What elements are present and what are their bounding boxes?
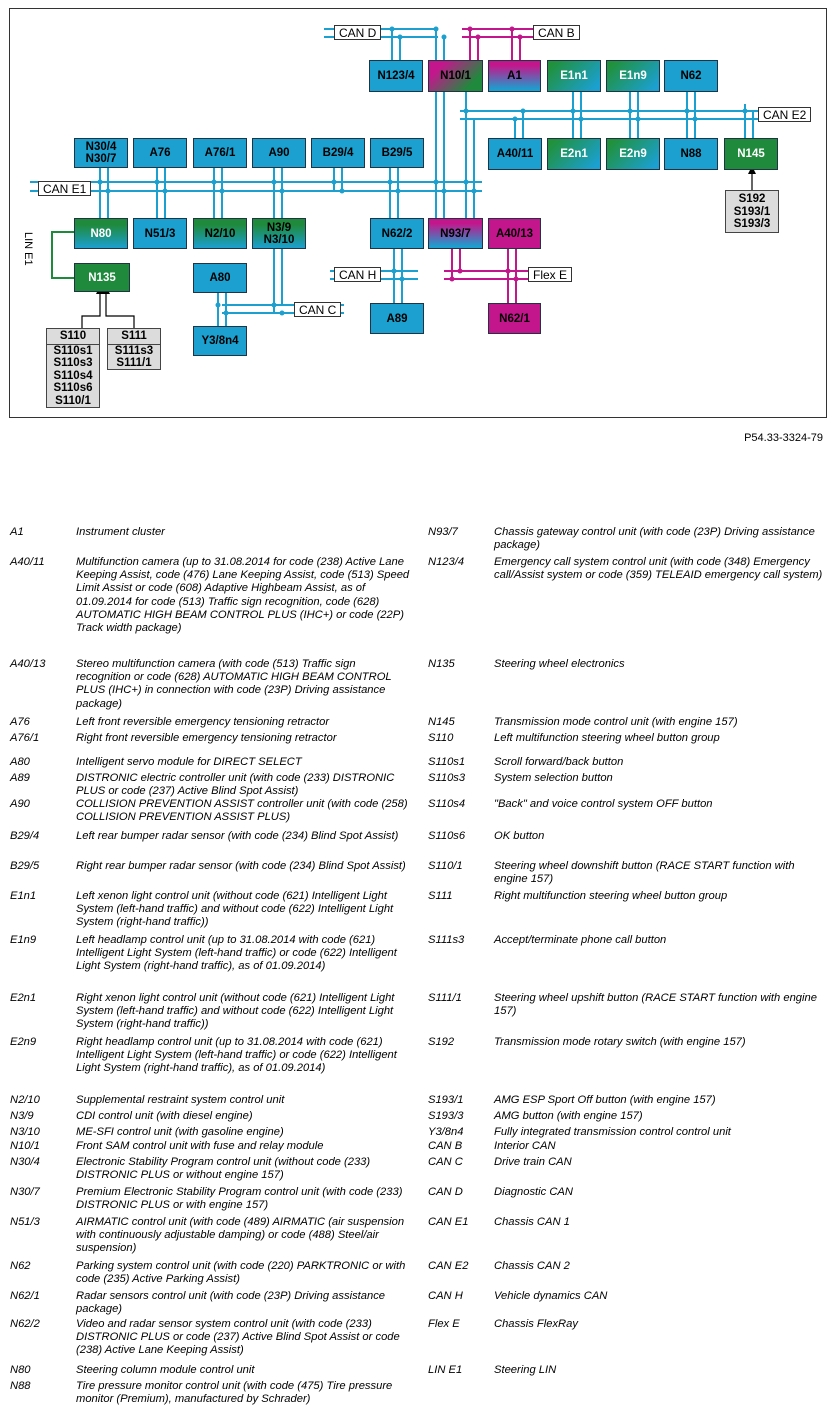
node-n51-3: N51/3	[133, 218, 187, 249]
legend-entry	[428, 1094, 826, 1107]
legend-description: Chassis CAN 1	[494, 1216, 570, 1228]
switch-s193-1: S193/1	[733, 205, 771, 218]
legend-code: Flex E	[428, 1318, 460, 1330]
legend-entry	[428, 1110, 826, 1123]
switch-s192: S192	[738, 193, 766, 205]
figure-caption: P54.33-3324-79	[744, 432, 823, 444]
legend-code: A1	[10, 526, 24, 538]
switch-group-s192	[725, 190, 779, 233]
can-h-label: CAN H	[334, 267, 381, 282]
node-n145: N145	[724, 138, 778, 170]
legend-code: N93/7	[428, 526, 458, 538]
legend-entry	[10, 1094, 410, 1107]
legend-entry	[428, 1186, 826, 1199]
can-b-label: CAN B	[533, 25, 580, 40]
legend-description: Left front reversible emergency tensioning retractor	[76, 716, 330, 728]
legend-entry	[10, 1364, 410, 1377]
legend-description: Right headlamp control unit (up to 31.08.2014 with code (621) Intelligent Light System (left-hand traffic) or code (622) Intelligent Light System (right-hand traffic), as of 01.09.2014)	[76, 1036, 397, 1075]
node-n88: N88	[664, 138, 718, 170]
legend-description: Left xenon light control unit (without code (621) Intelligent Light System (left-hand traffic) and without code (622) Intelligent Light System (right-hand traffic))	[76, 890, 394, 929]
legend-entry	[428, 1126, 826, 1139]
legend-description: Right xenon light control unit (without code (621) Intelligent Light System (left-hand traffic) and without code (622) Intelligent Light System (right-hand traffic))	[76, 992, 395, 1031]
legend-code: LIN E1	[428, 1364, 463, 1376]
legend-description: Instrument cluster	[76, 526, 165, 538]
can-d-label: CAN D	[334, 25, 381, 40]
node-n10-1: N10/1	[428, 60, 483, 92]
can-c-label: CAN C	[294, 302, 341, 317]
legend-description: Accept/terminate phone call button	[494, 934, 667, 946]
legend-entry	[428, 1216, 826, 1229]
legend-description: AMG ESP Sport Off button (with engine 157)	[494, 1094, 716, 1106]
legend-code: E2n1	[10, 992, 37, 1004]
switch-s111-1: S111/1	[116, 357, 152, 369]
legend-code: N88	[10, 1380, 31, 1392]
node-e2n1: E2n1	[547, 138, 601, 170]
legend-entry	[10, 830, 410, 843]
legend-entry	[10, 1290, 410, 1316]
legend-entry	[428, 992, 826, 1018]
legend-code: S110s3	[428, 772, 466, 784]
can-e2-label: CAN E2	[758, 107, 811, 122]
legend-description: Diagnostic CAN	[494, 1186, 573, 1198]
switch-s110s4: S110s4	[53, 369, 93, 382]
node-e2n9: E2n9	[606, 138, 660, 170]
legend-entry	[428, 860, 826, 886]
legend-description: Emergency call system control unit (with code (348) Emergency call/Assist system or code (359) TELEAID emergency call system)	[494, 556, 823, 582]
node-a40-13: A40/13	[488, 218, 541, 249]
legend-description: Right rear bumper radar sensor (with code (234) Blind Spot Assist)	[76, 860, 406, 872]
legend-code: Y3/8n4	[428, 1126, 464, 1138]
legend-code: S110s6	[428, 830, 466, 842]
legend-entry	[10, 1318, 410, 1358]
switch-s111s3: S111s3	[114, 344, 154, 357]
legend-description: DISTRONIC electric controller unit (with code (233) DISTRONIC PLUS or code (237) Active Blind Spot Assist)	[76, 772, 395, 798]
legend-entry	[428, 890, 826, 903]
legend-description: Transmission mode rotary switch (with engine 157)	[494, 1036, 746, 1048]
legend-entry	[10, 1186, 410, 1212]
legend-entry	[428, 756, 826, 769]
legend-description: Transmission mode control unit (with engine 157)	[494, 716, 738, 728]
legend-code: B29/4	[10, 830, 40, 842]
legend-entry	[10, 1380, 410, 1406]
legend-entry	[428, 798, 826, 811]
legend-code: CAN E1	[428, 1216, 469, 1228]
switch-s110s3: S110s3	[53, 357, 93, 369]
node-n2-10: N2/10	[193, 218, 247, 249]
legend-entry	[10, 890, 410, 930]
legend-code: N30/7	[10, 1186, 40, 1198]
legend-description: Chassis CAN 2	[494, 1260, 570, 1272]
legend-description: Stereo multifunction camera (with code (513) Traffic sign recognition or code (628) AUTOMATIC HIGH BEAM CONTROL PLUS (IHC+) in connection with code (23P) Driving assistance package)	[76, 658, 392, 710]
legend-entry	[10, 798, 410, 824]
legend-entry	[10, 526, 410, 539]
legend-entry	[10, 992, 410, 1032]
legend-description: CDI control unit (with diesel engine)	[76, 1110, 253, 1122]
node-n30-7: N30/7	[85, 153, 117, 165]
legend-code: N80	[10, 1364, 31, 1376]
node-a76-1: A76/1	[193, 138, 247, 168]
legend-code: A40/13	[10, 658, 46, 670]
legend-description: Tire pressure monitor control unit (with code (475) Tire pressure monitor (Premium), manufactured by Schrader)	[76, 1380, 393, 1406]
legend-description: AIRMATIC control unit (with code (489) AIRMATIC (air suspension with continuously adjustable damping) or code (488) Steel/air suspension)	[76, 1216, 405, 1255]
node-n80: N80	[74, 218, 128, 249]
node-a76: A76	[133, 138, 187, 168]
lin-e1-label: LIN E1	[22, 232, 34, 266]
legend-code: A89	[10, 772, 30, 784]
legend-entry	[428, 658, 826, 671]
legend-code: N145	[428, 716, 455, 728]
legend-description: Steering wheel electronics	[494, 658, 625, 670]
legend-code: E1n1	[10, 890, 37, 902]
legend-entry	[10, 772, 410, 798]
legend-description: Right front reversible emergency tensioning retractor	[76, 732, 337, 744]
legend-entry	[428, 772, 826, 785]
legend-entry	[428, 1156, 826, 1169]
node-a80: A80	[193, 263, 247, 293]
legend-description: Steering wheel upshift button (RACE START function with engine 157)	[494, 992, 817, 1018]
node-n3-9-n3-10	[252, 218, 306, 249]
legend-description: Supplemental restraint system control unit	[76, 1094, 285, 1106]
legend-description: OK button	[494, 830, 545, 842]
legend-description: Steering wheel downshift button (RACE START function with engine 157)	[494, 860, 795, 886]
legend-code: N3/10	[10, 1126, 40, 1138]
legend-entry	[428, 830, 826, 843]
legend-entry	[10, 1036, 410, 1076]
legend-code: N123/4	[428, 556, 465, 568]
legend-code: N135	[428, 658, 455, 670]
legend-entry	[10, 732, 410, 745]
legend-description: Fully integrated transmission control control unit	[494, 1126, 731, 1138]
legend-code: S193/3	[428, 1110, 464, 1122]
node-e1n9: E1n9	[606, 60, 660, 92]
legend-entry	[10, 1126, 410, 1139]
switch-group-s111	[107, 328, 161, 370]
can-e1-label: CAN E1	[38, 181, 91, 196]
legend-code: S110s4	[428, 798, 466, 810]
legend-entry	[428, 1290, 826, 1303]
legend-entry	[10, 1260, 410, 1286]
legend-code: CAN C	[428, 1156, 463, 1168]
legend-code: N62/1	[10, 1290, 40, 1302]
legend-code: E1n9	[10, 934, 37, 946]
legend-entry	[428, 732, 826, 745]
legend-description: Steering column module control unit	[76, 1364, 255, 1376]
node-n62-1: N62/1	[488, 303, 541, 334]
legend-code: N30/4	[10, 1156, 40, 1168]
legend-code: N10/1	[10, 1140, 40, 1152]
node-y3-8n4: Y3/8n4	[193, 326, 247, 356]
legend-entry	[428, 1364, 826, 1377]
node-a90: A90	[252, 138, 306, 168]
legend-code: A76	[10, 716, 30, 728]
legend-entry	[428, 1140, 826, 1153]
flex-e-label: Flex E	[528, 267, 572, 282]
node-n3-9: N3/9	[266, 221, 292, 234]
switch-s110s1: S110s1	[53, 344, 93, 357]
legend-code: S193/1	[428, 1094, 464, 1106]
legend-entry	[10, 1216, 410, 1256]
legend-entry	[10, 1110, 410, 1123]
switch-s110-1: S110/1	[55, 394, 91, 407]
legend-description: Interior CAN	[494, 1140, 556, 1152]
legend-code: CAN B	[428, 1140, 463, 1152]
legend-description: Premium Electronic Stability Program control unit (with code (233) DISTRONIC PLUS or with engine 157)	[76, 1186, 403, 1212]
legend-entry	[10, 1140, 410, 1153]
node-n62: N62	[664, 60, 718, 92]
legend-description: COLLISION PREVENTION ASSIST controller unit (with code (258) COLLISION PREVENTION ASSIST PLUS)	[76, 798, 408, 824]
legend-code: CAN D	[428, 1186, 463, 1198]
legend-entry	[10, 756, 410, 769]
node-b29-5: B29/5	[370, 138, 424, 168]
node-n123-4: N123/4	[369, 60, 423, 92]
legend-entry	[428, 1318, 826, 1331]
legend-entry	[428, 1260, 826, 1273]
legend-code: S111/1	[428, 992, 462, 1004]
node-b29-4: B29/4	[311, 138, 365, 168]
legend-entry	[428, 556, 826, 582]
legend-description: "Back" and voice control system OFF button	[494, 798, 713, 810]
legend-description: ME-SFI control unit (with gasoline engine)	[76, 1126, 284, 1138]
legend-description: Video and radar sensor system control unit (with code (233) DISTRONIC PLUS or code (237) Active Blind Spot Assist or code (238) Active Lane Keeping Assist)	[76, 1318, 400, 1357]
legend-description: Drive train CAN	[494, 1156, 572, 1168]
node-a40-11: A40/11	[488, 138, 542, 170]
node-n62-2: N62/2	[370, 218, 424, 249]
node-e1n1: E1n1	[547, 60, 601, 92]
legend-description: Scroll forward/back button	[494, 756, 624, 768]
legend-description: Electronic Stability Program control unit (without code (233) DISTRONIC PLUS or without engine 157)	[76, 1156, 371, 1182]
legend-description: AMG button (with engine 157)	[494, 1110, 643, 1122]
legend-code: A90	[10, 798, 30, 810]
node-a89: A89	[370, 303, 424, 334]
legend-description: System selection button	[494, 772, 613, 784]
legend-code: S111	[428, 890, 453, 902]
legend-code: S110/1	[428, 860, 463, 872]
legend-entry	[428, 716, 826, 729]
legend-code: N51/3	[10, 1216, 40, 1228]
legend-description: Front SAM control unit with fuse and relay module	[76, 1140, 324, 1152]
node-a1: A1	[488, 60, 541, 92]
legend-entry	[10, 1156, 410, 1182]
legend-entry	[10, 860, 410, 873]
legend-code: N3/9	[10, 1110, 34, 1122]
legend-description: Left multifunction steering wheel button group	[494, 732, 720, 744]
legend-entry	[428, 1036, 826, 1049]
legend-description: Vehicle dynamics CAN	[494, 1290, 608, 1302]
switch-s111: S111	[108, 329, 160, 345]
legend-entry	[10, 556, 410, 635]
legend-code: S110	[428, 732, 454, 744]
legend-code: A76/1	[10, 732, 40, 744]
legend-code: B29/5	[10, 860, 40, 872]
legend-description: Steering LIN	[494, 1364, 557, 1376]
legend-entry	[428, 526, 826, 552]
node-n3-10: N3/10	[263, 233, 295, 246]
legend-code: E2n9	[10, 1036, 37, 1048]
legend-entry	[10, 658, 410, 711]
legend-description: Chassis FlexRay	[494, 1318, 578, 1330]
node-n135: N135	[74, 263, 130, 292]
legend-description: Right multifunction steering wheel button group	[494, 890, 728, 902]
legend-description: Radar sensors control unit (with code (23P) Driving assistance package)	[76, 1290, 386, 1316]
node-n30-4: N30/4	[85, 141, 117, 153]
legend-code: A80	[10, 756, 30, 768]
legend-description: Parking system control unit (with code (220) PARKTRONIC or with code (235) Active Parking Assist)	[76, 1260, 406, 1286]
switch-s193-3: S193/3	[733, 218, 771, 230]
legend-code: S111s3	[428, 934, 465, 946]
switch-group-s110	[46, 328, 100, 408]
switch-s110s6: S110s6	[53, 382, 93, 394]
legend-code: CAN H	[428, 1290, 463, 1302]
legend-code: N62/2	[10, 1318, 40, 1330]
legend-code: N2/10	[10, 1094, 40, 1106]
legend-description: Left headlamp control unit (up to 31.08.2014 with code (621) Intelligent Light System (left-hand traffic) or code (622) Intelligent Light System (right-hand traffic), as of 01.09.2014)	[76, 934, 397, 973]
switch-s110: S110	[47, 329, 99, 345]
legend-code: N62	[10, 1260, 31, 1272]
legend-code: A40/11	[10, 556, 45, 568]
legend-entry	[10, 934, 410, 974]
node-n30-4-n30-7	[74, 138, 128, 168]
legend-entry	[10, 716, 410, 729]
legend-description: Intelligent servo module for DIRECT SELECT	[76, 756, 302, 768]
legend-code: S110s1	[428, 756, 466, 768]
legend-description: Left rear bumper radar sensor (with code (234) Blind Spot Assist)	[76, 830, 399, 842]
legend-description: Multifunction camera (up to 31.08.2014 for code (238) Active Lane Keeping Assist, code (476) Lane Keeping Assist, code (513) Speed Limit Assist or code (608) Adaptive Highbeam Assist, as of 01.09.2014 for code (513) Traffic sign recognition, code (628) AUTOMATIC HIGH BEAM CONTROL PLUS (IHC+) or code (22P) Track width package)	[76, 556, 410, 635]
legend-description: Chassis gateway control unit (with code (23P) Driving assistance package)	[494, 526, 815, 552]
node-n93-7: N93/7	[428, 218, 483, 249]
legend-code: CAN E2	[428, 1260, 469, 1272]
legend-code: S192	[428, 1036, 455, 1048]
legend-entry	[428, 934, 826, 947]
